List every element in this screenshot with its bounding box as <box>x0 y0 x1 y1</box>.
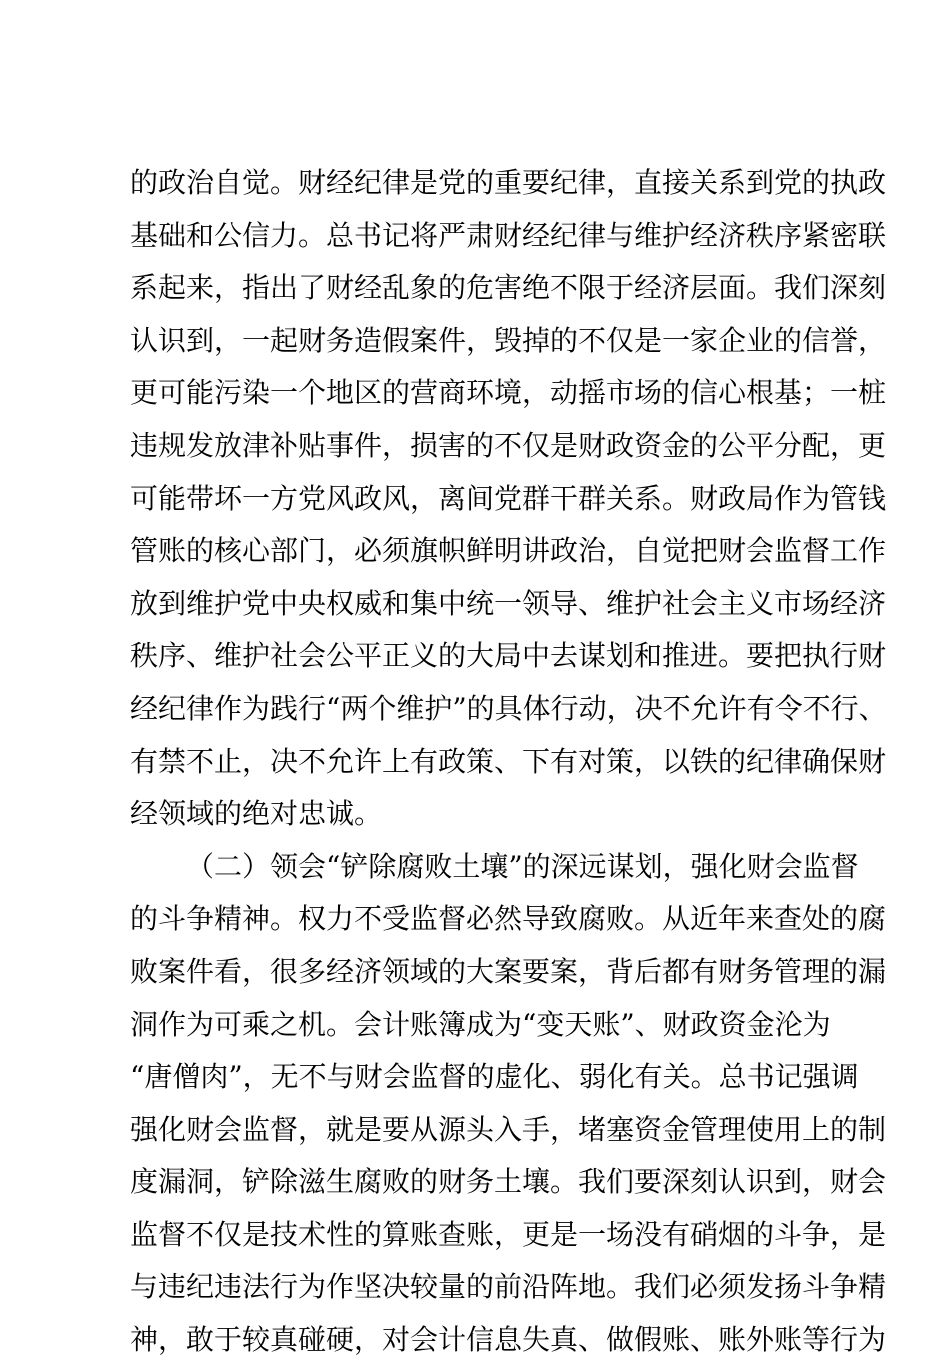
section-heading-line: （二）领会“铲除腐败土壤”的深远谋划，强化财会监督 <box>186 849 859 883</box>
text-line: 经领域的绝对忠诚。 <box>130 797 383 831</box>
text-line: 管账的核心部门，必须旗帜鲜明讲政治，自觉把财会监督工作 <box>130 534 887 568</box>
text-line: 放到维护党中央权威和集中统一领导、维护社会主义市场经济 <box>130 586 887 620</box>
text-line: 更可能污染一个地区的营商环境，动摇市场的信心根基；一桩 <box>130 376 887 410</box>
text-line: 强化财会监督，就是要从源头入手，堵塞资金管理使用上的制 <box>130 1112 887 1146</box>
body-text <box>130 157 887 1367</box>
text-line: 可能带坏一方党风政风，离间党群干群关系。财政局作为管钱 <box>130 481 887 515</box>
text-line: 违规发放津补贴事件，损害的不仅是财政资金的公平分配，更 <box>130 428 887 462</box>
text-line: “唐僧肉”，无不与财会监督的虚化、弱化有关。总书记强调 <box>130 1060 859 1094</box>
text-line: 度漏洞，铲除滋生腐败的财务土壤。我们要深刻认识到，财会 <box>130 1165 887 1199</box>
text-line: 基础和公信力。总书记将严肃财经纪律与维护经济秩序紧密联 <box>130 218 887 252</box>
text-line: 的政治自觉。财经纪律是党的重要纪律，直接关系到党的执政 <box>130 166 887 199</box>
text-line: 神，敢于较真碰硬，对会计信息失真、做假账、账外账等行为 <box>130 1323 887 1357</box>
text-line: 系起来，指出了财经乱象的危害绝不限于经济层面。我们深刻 <box>130 271 887 305</box>
text-line: 洞作为可乘之机。会计账簿成为“变天账”、财政资金沦为 <box>130 1007 831 1041</box>
text-line: 秩序、维护社会公平正义的大局中去谋划和推进。要把执行财 <box>130 639 887 673</box>
text-line: 经纪律作为践行“两个维护”的具体行动，决不允许有令不行、 <box>130 691 887 725</box>
text-line: 认识到，一起财务造假案件，毁掉的不仅是一家企业的信誉， <box>130 323 887 357</box>
text-line: 败案件看，很多经济领域的大案要案，背后都有财务管理的漏 <box>130 954 887 988</box>
text-line: 有禁不止，决不允许上有政策、下有对策，以铁的纪律确保财 <box>130 744 887 778</box>
text-line: 的斗争精神。权力不受监督必然导致腐败。从近年来查处的腐 <box>130 902 887 936</box>
text-line: 与违纪违法行为作坚决较量的前沿阵地。我们必须发扬斗争精 <box>130 1270 887 1304</box>
text-line: 监督不仅是技术性的算账查账，更是一场没有硝烟的斗争，是 <box>130 1217 887 1251</box>
